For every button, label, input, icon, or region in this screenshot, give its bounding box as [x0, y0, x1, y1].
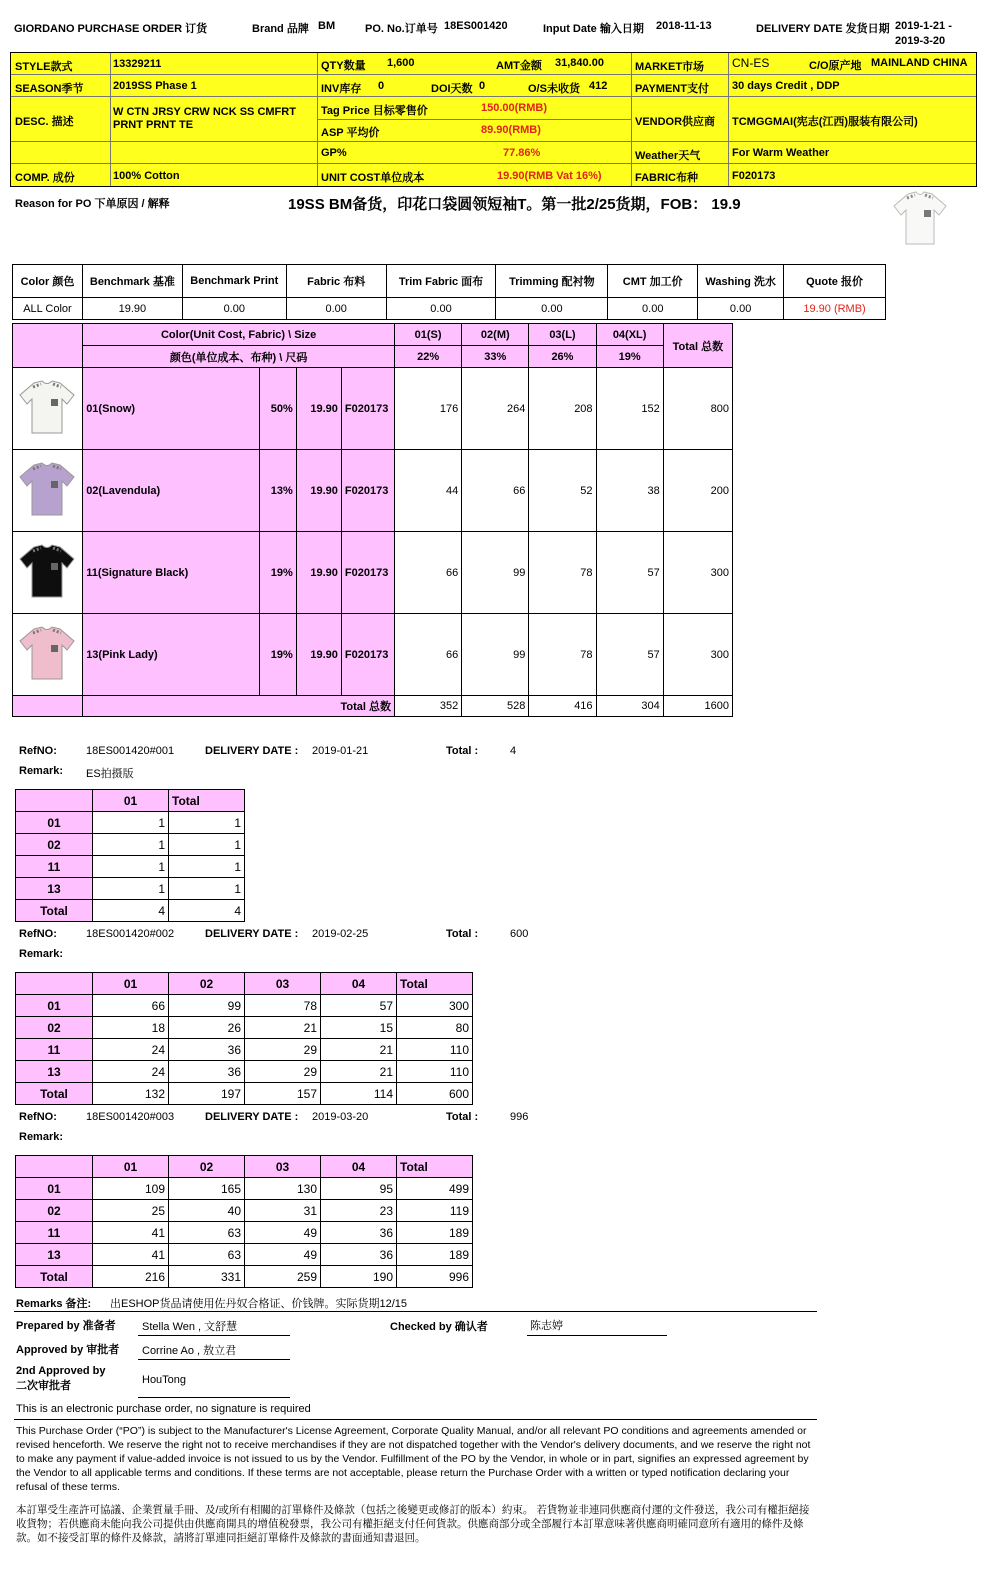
shipment-cell: 1 [93, 834, 169, 856]
shipment-cell: 4 [93, 900, 169, 922]
color-percent: 19% [259, 614, 296, 696]
outstanding-label: O/S未收货 [528, 83, 580, 95]
size-breakdown-table [12, 323, 733, 717]
bench-header: Fabric 布料 [286, 265, 386, 298]
shipment-row [16, 1266, 473, 1288]
season-label: SEASON季节 [15, 83, 84, 95]
refno-label: RefNO: [19, 928, 57, 940]
color-fabric: F020173 [341, 532, 394, 614]
shipment-cell: 331 [169, 1266, 245, 1288]
tag-price-label: Tag Price 目标零售价 [321, 105, 428, 117]
bench-header: Color 颜色 [13, 265, 83, 298]
shipment-row [16, 1039, 473, 1061]
color-row [13, 614, 733, 696]
prepared-value: Stella Wen , 文舒慧 [142, 1321, 238, 1333]
refno-value: 18ES001420#002 [86, 928, 175, 940]
shipment-total-value: 996 [510, 1111, 529, 1123]
shipment-date-value: 2019-03-20 [312, 1111, 369, 1123]
shipment-cell: 26 [169, 1017, 245, 1039]
gross-profit-label: GP% [321, 147, 347, 159]
second-approval-label-cn: 二次审批者 [16, 1380, 71, 1392]
doi-value: 0 [479, 80, 486, 92]
composition-label: COMP. 成份 [15, 172, 75, 184]
color-fabric: F020173 [341, 368, 394, 450]
shipment-cell: 1 [93, 856, 169, 878]
shipment-row [16, 1178, 473, 1200]
origin-label: C/O原产地 [809, 60, 862, 72]
color-swatch [13, 614, 83, 696]
grand-total-cell: 304 [596, 696, 663, 717]
remarks-label: Remarks 备注: [16, 1298, 92, 1310]
qty-cell: 52 [529, 450, 596, 532]
delivery-date-from: 2019-1-21 - [895, 20, 952, 32]
style-label: STYLE款式 [15, 61, 73, 73]
checked-label: Checked by 确认者 [390, 1321, 488, 1333]
vendor-value: TCMGGMAI(宪志(江西)服装有限公司) [732, 116, 918, 128]
bench-header: Washing 洗水 [698, 265, 784, 298]
shipment-cell: 165 [169, 1178, 245, 1200]
shipment-cell: 21 [245, 1017, 321, 1039]
shipment-cell: 132 [93, 1083, 169, 1105]
refno-label: RefNO: [19, 1111, 57, 1123]
shipment-col-header: 02 [169, 1156, 245, 1178]
grand-total-cell: 352 [395, 696, 462, 717]
vendor-label: VENDOR供应商 [635, 116, 716, 128]
shipment-row-header: Total [16, 1083, 93, 1105]
fabric-value: F020173 [732, 170, 776, 182]
shipment-cell: 996 [397, 1266, 473, 1288]
season-value: 2019SS Phase 1 [113, 80, 197, 92]
shipment-size-table [15, 789, 245, 922]
shipment-cell: 1 [169, 878, 245, 900]
grand-total-cell: 1600 [663, 696, 732, 717]
second-approval-label: 2nd Approved by [16, 1365, 106, 1377]
shipment-cell: 109 [93, 1178, 169, 1200]
shipment-cell: 41 [93, 1244, 169, 1266]
shipment-row-header: 11 [16, 1222, 93, 1244]
description-line-1: W CTN JRSY CRW NCK SS CMFRT [113, 106, 296, 118]
unit-cost-label: UNIT COST单位成本 [321, 172, 425, 184]
qty-cell: 264 [462, 368, 529, 450]
qty-cell: 44 [395, 450, 462, 532]
grand-total-label: Total 总数 [83, 696, 395, 717]
shipment-row-header: 13 [16, 878, 93, 900]
bench-value: 0.00 [496, 298, 608, 320]
qty-cell: 176 [395, 368, 462, 450]
shipment-cell: 23 [321, 1200, 397, 1222]
shipment-row-header: 13 [16, 1061, 93, 1083]
qty-cell: 38 [596, 450, 663, 532]
shipment-cell: 190 [321, 1266, 397, 1288]
po-number-label: PO. No.订单号 [365, 23, 438, 35]
shipment-cell: 130 [245, 1178, 321, 1200]
shipment-row [16, 1244, 473, 1266]
shipment-date-value: 2019-01-21 [312, 745, 369, 757]
product-thumbnail [890, 188, 950, 244]
weather-label: Weather天气 [635, 150, 701, 162]
shipment-size-table [15, 972, 473, 1105]
shipment-row-header: 13 [16, 1244, 93, 1266]
market-value: CN-ES [732, 56, 770, 70]
shipment-row [16, 1083, 473, 1105]
po-number-value: 18ES001420 [444, 20, 508, 32]
shipment-cell: 15 [321, 1017, 397, 1039]
color-row [13, 532, 733, 614]
reason-label: Reason for PO 下单原因 / 解释 [15, 198, 170, 210]
size-ratio: 33% [462, 346, 529, 368]
bench-header: Trim Fabric 面布 [386, 265, 496, 298]
shipment-date-label: DELIVERY DATE : [205, 928, 299, 940]
color-swatch [13, 368, 83, 450]
shipment-row-header: 01 [16, 812, 93, 834]
shipment-row-header: 11 [16, 856, 93, 878]
refno-label: RefNO: [19, 745, 57, 757]
reason-text: 19SS BM备货，印花口袋圆领短袖T。第一批2/25货期，FOB： 19.9 [288, 196, 741, 213]
qty-cell: 99 [462, 532, 529, 614]
inventory-value: 0 [378, 80, 385, 92]
gross-profit-value: 77.86% [503, 147, 541, 159]
bench-value: 0.00 [386, 298, 496, 320]
bench-header: Benchmark 基准 [82, 265, 182, 298]
shipment-cell: 99 [169, 995, 245, 1017]
shipment-row-header: 01 [16, 1178, 93, 1200]
bench-header: Benchmark Print [182, 265, 286, 298]
shipment-cell: 114 [321, 1083, 397, 1105]
shipment-cell: 36 [321, 1244, 397, 1266]
total-header: Total 总数 [663, 324, 732, 368]
qty-cell: 99 [462, 614, 529, 696]
tshirt-icon [13, 377, 81, 437]
shipment-cell: 21 [321, 1061, 397, 1083]
size-header: 02(M) [462, 324, 529, 346]
shipment-col-header: 03 [245, 1156, 321, 1178]
qty-cell: 78 [529, 614, 596, 696]
shipment-cell: 600 [397, 1083, 473, 1105]
shipment-row [16, 1200, 473, 1222]
qty-cell: 78 [529, 532, 596, 614]
shipment-cell: 41 [93, 1222, 169, 1244]
shipment-cell: 157 [245, 1083, 321, 1105]
shipment-row-header: Total [16, 900, 93, 922]
bench-header: Quote 报价 [784, 265, 886, 298]
color-unit-cost: 19.90 [296, 368, 341, 450]
shipment-row-header: 02 [16, 1200, 93, 1222]
unit-cost-value: 19.90(RMB Vat 16%) [497, 170, 602, 182]
shipment-col-header: 04 [321, 973, 397, 995]
shipment-date-value: 2019-02-25 [312, 928, 369, 940]
shipment-cell: 66 [93, 995, 169, 1017]
asp-value: 89.90(RMB) [481, 124, 541, 136]
tshirt-icon [13, 459, 81, 519]
shipment-cell: 189 [397, 1222, 473, 1244]
remark-label: Remark: [19, 765, 64, 777]
qty-value: 1,600 [387, 57, 415, 69]
shipment-total-label: Total : [446, 1111, 479, 1123]
bench-value: 0.00 [182, 298, 286, 320]
shipment-cell: 63 [169, 1222, 245, 1244]
shipment-col-header: Total [397, 1156, 473, 1178]
size-ratio: 22% [395, 346, 462, 368]
size-header: 03(L) [529, 324, 596, 346]
size-header: 04(XL) [596, 324, 663, 346]
color-fabric: F020173 [341, 450, 394, 532]
shipment-cell: 1 [169, 834, 245, 856]
terms-english: This Purchase Order (“PO”) is subject to the Manufacturer's License Agreement, Corporate Quality Manual, and/or all relevant PO conditions and agreements amended or revised henceforth. We reserve the right not to receive merchandises if they are not dispatched together with the Vendor's delivery documents, and we reserve the right not to make any payment if value-added invoice is not issued to us by the Vendor. Fulfillment of the PO by the Vendor, in whole or in part, signifies an expressed agreement by the Vendor to all applicable terms and conditions. If these terms are not acceptable, please return the Purchase Order with a written or typed notification declaring your refusal of these terms. [16, 1425, 811, 1493]
shipment-row-header: 11 [16, 1039, 93, 1061]
color-row [13, 450, 733, 532]
order-info-panel [10, 52, 977, 187]
row-total: 200 [663, 450, 732, 532]
po-title: GIORDANO PURCHASE ORDER 订货 [14, 23, 208, 35]
row-total: 800 [663, 368, 732, 450]
remarks-text: 出ESHOP货品请使用佐丹奴合格证、价钱牌。实际货期12/15 [110, 1298, 408, 1310]
shipment-cell: 29 [245, 1039, 321, 1061]
delivery-date-label: DELIVERY DATE 发货日期 [756, 23, 890, 35]
shipment-col-header: 03 [245, 973, 321, 995]
shipment-row-header: Total [16, 1266, 93, 1288]
shipment-cell: 49 [245, 1244, 321, 1266]
shipment-cell: 216 [93, 1266, 169, 1288]
shipment-cell: 119 [397, 1200, 473, 1222]
qty-cell: 57 [596, 614, 663, 696]
shipment-cell: 197 [169, 1083, 245, 1105]
remark-value: ES拍摄版 [86, 768, 134, 780]
approved-label: Approved by 审批者 [16, 1344, 120, 1356]
qty-label: QTY数量 [321, 60, 366, 72]
shipment-row-header: 01 [16, 995, 93, 1017]
prepared-label: Prepared by 准备者 [16, 1320, 116, 1332]
shipment-cell: 189 [397, 1244, 473, 1266]
shipment-cell: 78 [245, 995, 321, 1017]
payment-label: PAYMENT支付 [635, 83, 709, 95]
outstanding-value: 412 [589, 80, 608, 92]
remark-label: Remark: [19, 1131, 64, 1143]
shipment-cell: 18 [93, 1017, 169, 1039]
shipment-col-header: 04 [321, 1156, 397, 1178]
bench-value: 19.90 (RMB) [784, 298, 886, 320]
bench-value: ALL Color [13, 298, 83, 320]
weather-value: For Warm Weather [732, 147, 830, 159]
input-date-label: Input Date 输入日期 [543, 23, 644, 35]
qty-cell: 152 [596, 368, 663, 450]
shipment-col-header: Total [397, 973, 473, 995]
shipment-cell: 259 [245, 1266, 321, 1288]
refno-value: 18ES001420#001 [86, 745, 175, 757]
grand-total-cell: 416 [529, 696, 596, 717]
shipment-cell: 21 [321, 1039, 397, 1061]
shipment-cell: 29 [245, 1061, 321, 1083]
color-swatch [13, 450, 83, 532]
fabric-label: FABRIC布种 [635, 172, 698, 184]
qty-cell: 66 [395, 614, 462, 696]
checked-value: 陈志婷 [530, 1320, 563, 1332]
shipment-cell: 1 [169, 856, 245, 878]
grand-total-cell: 528 [462, 696, 529, 717]
refno-value: 18ES001420#003 [86, 1111, 175, 1123]
description-line-2: PRNT PRNT TE [113, 119, 194, 131]
shipment-cell: 57 [321, 995, 397, 1017]
color-name: 02(Lavendula) [83, 450, 259, 532]
inventory-label: INV库存 [321, 83, 362, 95]
size-header: 01(S) [395, 324, 462, 346]
shipment-row [16, 812, 245, 834]
shipment-total-value: 4 [510, 745, 517, 757]
shipment-col-header: 01 [93, 1156, 169, 1178]
qty-cell: 66 [462, 450, 529, 532]
composition-value: 100% Cotton [113, 170, 180, 182]
color-name: 13(Pink Lady) [83, 614, 259, 696]
shipment-size-table [15, 1155, 473, 1288]
color-name: 11(Signature Black) [83, 532, 259, 614]
shipment-row [16, 1017, 473, 1039]
qty-cell: 66 [395, 532, 462, 614]
color-unit-cost: 19.90 [296, 614, 341, 696]
brand-label: Brand 品牌 [252, 23, 309, 35]
amount-value: 31,840.00 [555, 57, 604, 69]
description-label: DESC. 描述 [15, 116, 74, 128]
shipment-cell: 1 [169, 812, 245, 834]
tshirt-icon [890, 188, 950, 248]
color-percent: 50% [259, 368, 296, 450]
shipment-row [16, 1061, 473, 1083]
color-swatch [13, 532, 83, 614]
bench-header: Trimming 配衬物 [496, 265, 608, 298]
shipment-cell: 300 [397, 995, 473, 1017]
tshirt-icon [13, 623, 81, 683]
shipment-cell: 63 [169, 1244, 245, 1266]
row-total: 300 [663, 532, 732, 614]
shipment-cell: 31 [245, 1200, 321, 1222]
shipment-cell: 24 [93, 1039, 169, 1061]
tag-price-value: 150.00(RMB) [481, 102, 548, 114]
shipment-cell: 4 [169, 900, 245, 922]
shipment-cell: 36 [321, 1222, 397, 1244]
shipment-cell: 36 [169, 1061, 245, 1083]
shipment-total-label: Total : [446, 928, 479, 940]
style-value: 13329211 [113, 58, 162, 70]
benchmark-table [12, 264, 886, 320]
bench-value: 0.00 [286, 298, 386, 320]
remark-label: Remark: [19, 948, 64, 960]
shipment-cell: 499 [397, 1178, 473, 1200]
row-total: 300 [663, 614, 732, 696]
shipment-row [16, 995, 473, 1017]
color-percent: 13% [259, 450, 296, 532]
size-table-header: Color(Unit Cost, Fabric) \ Size [83, 324, 395, 346]
asp-label: ASP 平均价 [321, 127, 380, 139]
shipment-col-header: 01 [93, 790, 169, 812]
amount-label: AMT金额 [496, 60, 542, 72]
shipment-col-header: Total [169, 790, 245, 812]
qty-cell: 208 [529, 368, 596, 450]
shipment-cell: 40 [169, 1200, 245, 1222]
color-name: 01(Snow) [83, 368, 259, 450]
payment-value: 30 days Credit , DDP [732, 80, 840, 92]
size-table-subheader: 颜色(单位成本、布种) \ 尺码 [83, 346, 395, 368]
second-approval-value: HouTong [142, 1374, 187, 1386]
shipment-col-header: 01 [93, 973, 169, 995]
shipment-cell: 36 [169, 1039, 245, 1061]
shipment-row [16, 856, 245, 878]
tshirt-icon [13, 541, 81, 601]
shipment-total-value: 600 [510, 928, 529, 940]
shipment-cell: 95 [321, 1178, 397, 1200]
color-unit-cost: 19.90 [296, 532, 341, 614]
shipment-total-label: Total : [446, 745, 479, 757]
brand-value: BM [318, 20, 336, 32]
electronic-notice: This is an electronic purchase order, no signature is required [16, 1403, 311, 1415]
input-date-value: 2018-11-13 [656, 20, 712, 32]
bench-value: 0.00 [608, 298, 698, 320]
color-percent: 19% [259, 532, 296, 614]
color-row [13, 368, 733, 450]
shipment-cell: 110 [397, 1039, 473, 1061]
shipment-cell: 25 [93, 1200, 169, 1222]
color-fabric: F020173 [341, 614, 394, 696]
shipment-col-header: 02 [169, 973, 245, 995]
bench-value: 19.90 [82, 298, 182, 320]
shipment-cell: 80 [397, 1017, 473, 1039]
bench-header: CMT 加工价 [608, 265, 698, 298]
color-unit-cost: 19.90 [296, 450, 341, 532]
shipment-cell: 110 [397, 1061, 473, 1083]
market-label: MARKET市场 [635, 61, 705, 73]
doi-label: DOI天数 [431, 83, 473, 95]
size-ratio: 26% [529, 346, 596, 368]
approved-value: Corrine Ao , 敖立君 [142, 1345, 237, 1357]
shipment-cell: 49 [245, 1222, 321, 1244]
shipment-date-label: DELIVERY DATE : [205, 1111, 299, 1123]
shipment-row [16, 1222, 473, 1244]
size-ratio: 19% [596, 346, 663, 368]
shipment-cell: 1 [93, 812, 169, 834]
terms-chinese: 本訂單受生產許可協議、企業質量手冊、及/或所有相關的訂單條件及條款（包括之後變更或修訂的版本）約束。 若貨物並非連同供應商付運的文件發送，我公司有權拒絕接收貨物；若供應商未能向我公司提供由供應商開具的增值稅發票，我公司有權拒絕支付任何貨款。供應商部分或全部履行本訂單意味著供應商明確同意所有適用的條件及條款。如不接受訂單的條件及條款，請將訂單連同拒絕訂單條件及條款的書面通知書退回。 [16, 1504, 810, 1544]
origin-value: MAINLAND CHINA [871, 57, 968, 69]
shipment-row [16, 878, 245, 900]
shipment-row [16, 900, 245, 922]
shipment-row [16, 834, 245, 856]
shipment-cell: 1 [93, 878, 169, 900]
shipment-row-header: 02 [16, 834, 93, 856]
shipment-cell: 24 [93, 1061, 169, 1083]
qty-cell: 57 [596, 532, 663, 614]
bench-value: 0.00 [698, 298, 784, 320]
delivery-date-to: 2019-3-20 [895, 35, 946, 47]
shipment-date-label: DELIVERY DATE : [205, 745, 299, 757]
shipment-row-header: 02 [16, 1017, 93, 1039]
